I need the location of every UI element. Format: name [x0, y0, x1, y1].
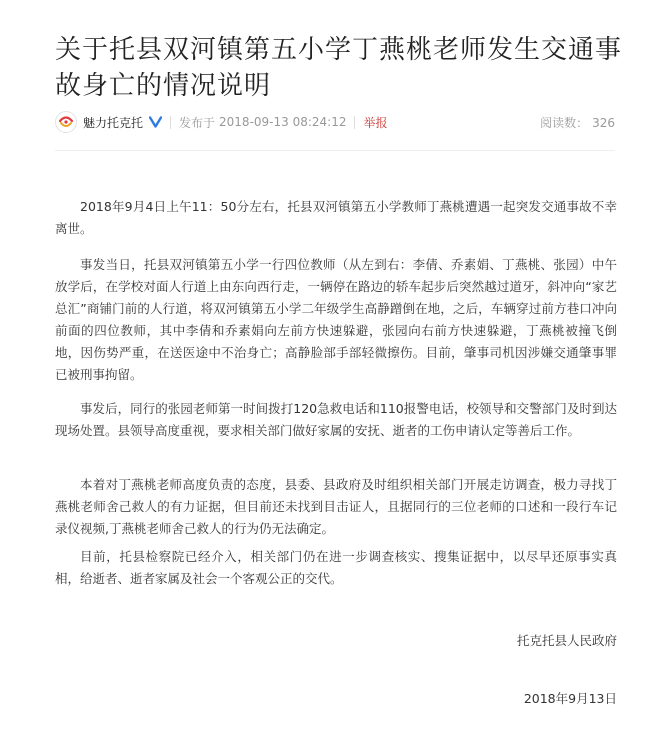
- report-link[interactable]: 举报: [363, 115, 388, 130]
- verified-badge-icon: [148, 115, 162, 129]
- meta-divider: [354, 116, 355, 129]
- author-avatar[interactable]: [55, 111, 77, 133]
- meta-divider: [170, 116, 171, 129]
- header-divider: [55, 150, 615, 151]
- publish-time: 2018-09-13 08:24:12: [219, 115, 347, 129]
- paragraph-2: 事发当日，托县双河镇第五小学一行四位教师（从左到右：李倩、乔素娟、丁燕桃、张园）中午放学后，在学校对面人行道上由东向西行走，一辆停在路边的轿车起步后突然越过道牙，斜冲向“家艺总汇”商铺门前的人行道，将双河镇第五小学二年级学生高静蹭倒在地，之后，车辆穿过前方巷口冲向前面的四位教师，其中李倩和乔素娟向左前方快速躲避，张园向右前方快速躲避，丁燕桃被撞飞倒地，因伤势严重，在送医途中不治身亡；高静脸部手部轻微擦伤。目前，肇事司机因涉嫌交通肇事罪已被刑事拘留。: [55, 257, 617, 382]
- paragraph-1: 2018年9月4日上午11：50分左右，托县双河镇第五小学教师丁燕桃遭遇一起突发交通事故不幸离世。: [55, 199, 617, 236]
- signature-date: 2018年9月13日: [523, 691, 617, 706]
- view-count: [540, 114, 615, 131]
- article-meta: [55, 108, 615, 136]
- author-name[interactable]: 魅力托克托: [83, 115, 144, 130]
- author-logo-icon: [56, 112, 76, 132]
- paragraph-4: 本着对丁燕桃老师高度负责的态度，县委、县政府及时组织相关部门开展走访调查，极力寻找丁燕桃老师舍己救人的有力证据，但目前还未找到目击证人，且据同行的三位老师的口述和一段行车记录仪视频,丁燕桃老师舍己救人的行为仍无法确定。: [55, 477, 617, 536]
- view-count-value: 326: [592, 115, 615, 130]
- paragraph-5: 目前，托县检察院已经介入，相关部门仍在进一步调查核实、搜集证据中，以尽早还原事实真相，给逝者、逝者家属及社会一个客观公正的交代。: [55, 549, 617, 586]
- paragraph-3: 事发后，同行的张园老师第一时间拨打120急救电话和110报警电话，校领导和交警部门及时到达现场处置。县领导高度重视，要求相关部门做好家属的安抚、逝者的工伤申请认定等善后工作。: [55, 401, 617, 438]
- view-count-label: 阅读数：: [540, 115, 589, 130]
- publish-label: 发布于: [179, 115, 216, 130]
- article-title: 关于托县双河镇第五小学丁燕桃老师发生交通事故身亡的情况说明: [55, 35, 623, 101]
- signature-org: 托克托县人民政府: [516, 633, 617, 648]
